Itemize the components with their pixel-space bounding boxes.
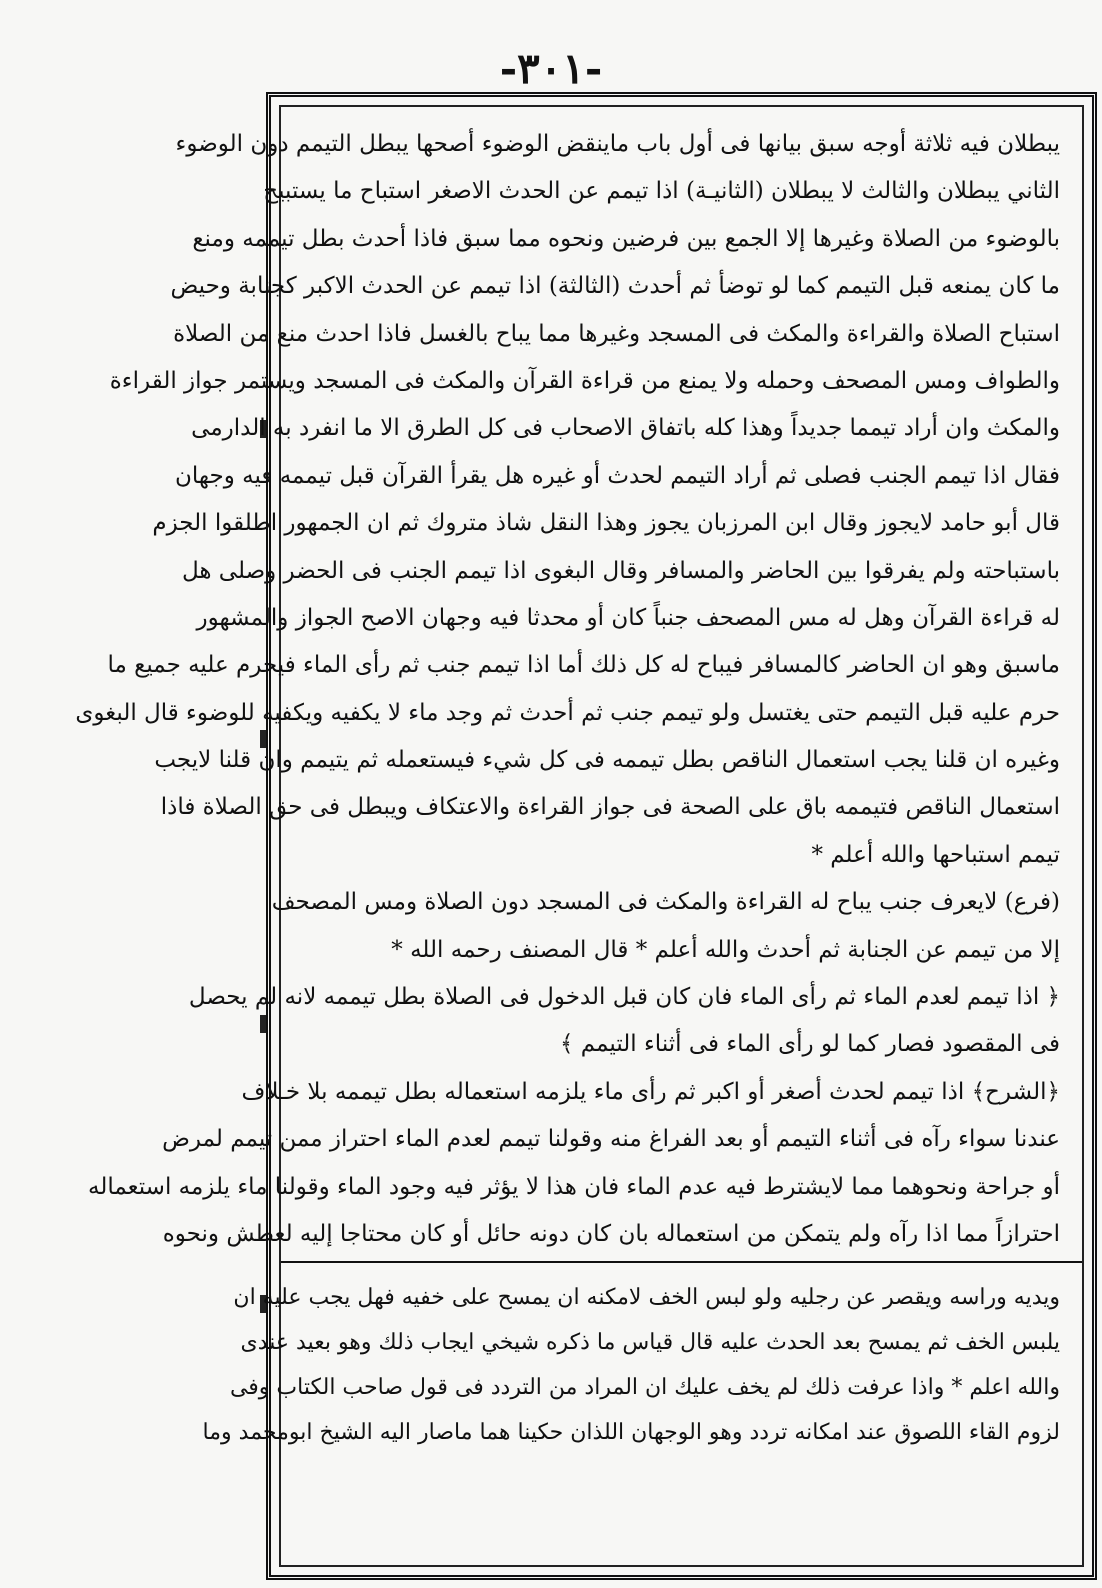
text-line: له قراءة القرآن وهل له مس المصحف جنباً كان أو محدثا فيه وجهان الاصح الجواز والمشهور [196, 604, 1060, 631]
footnote-line: ويديه وراسه ويقصر عن رجليه ولو لبس الخف لامكنه ان يمسح على خفيه فهل يجب عليه ان [233, 1285, 1060, 1310]
text-line: استعمال الناقص فتيممه باق على الصحة فى جواز القراءة والاعتكاف ويبطل فى حق الصلاة فاذا [160, 794, 1060, 821]
text-line: (فرع) لايعرف جنب يباح له القراءة والمكث فى المسجد دون الصلاة ومس المصحف [271, 889, 1060, 916]
text-line: ﴿ اذا تيمم لعدم الماء ثم رأى الماء فان كان قبل الدخول فى الصلاة بطل تيممه لانه لم يحصل [188, 984, 1060, 1011]
footnote-block [202, 1275, 1060, 1455]
text-line: تيمم استباحها والله أعلم * [811, 841, 1060, 868]
footnote-line: يلبس الخف ثم يمسح بعد الحدث عليه قال قياس ما ذكره شيخي ايجاب ذلك وهو بعيد عندى [240, 1330, 1060, 1355]
page-frame [75, 92, 1097, 1580]
text-line: حرم عليه قبل التيمم حتى يغتسل ولو تيمم جنب ثم أحدث ثم وجد ماء لا يكفيه ويكفيه للوضوء قال البغوى [75, 699, 1060, 726]
text-line: ماسبق وهو ان الحاضر كالمسافر فيباح له كل ذلك أما اذا تيمم جنب ثم رأى الماء فيحرم عليه جميع ما [107, 652, 1060, 679]
text-line: استباح الصلاة والقراءة والمكث فى المسجد وغيرها مما يباح بالغسل فاذا احدث منع من الصلاة [173, 320, 1060, 347]
text-line: وغيره ان قلنا يجب استعمال الناقص بطل تيممه فى كل شيء فيستعمله ثم يتيمم وان قلنا لايجب [154, 747, 1060, 774]
text-line: والمكث وان أراد تيمما جديداً وهذا كله باتفاق الاصحاب فى كل الطرق الا ما انفرد به الدارمى [191, 415, 1060, 442]
text-line: بالوضوء من الصلاة وغيرها إلا الجمع بين فرضين ونحوه مما سبق فاذا أحدث بطل تيممه ومنع [192, 225, 1060, 252]
text-line: ﴿الشرح﴾ اذا تيمم لحدث أصغر أو اكبر ثم رأى ماء يلزمه استعماله بطل تيممه بلا خـلاف [241, 1078, 1060, 1105]
text-line: ما كان يمنعه قبل التيمم كما لو توضأ ثم أحدث (الثالثة) اذا تيمم عن الحدث الاكبر كجنابة وحيض [170, 273, 1060, 300]
text-line: قال أبو حامد لايجوز وقال ابن المرزبان يجوز وهذا النقل شاذ متروك ثم ان الجمهور اطلقوا الجزم [152, 510, 1060, 537]
text-line: احترازاً مما اذا رآه ولم يتمكن من استعماله بان كان دونه حائل أو كان محتاجا إليه لعطش ونحوه [162, 1220, 1060, 1247]
text-line: فى المقصود فصار كما لو رأى الماء فى أثناء التيمم ﴾ [560, 1031, 1060, 1058]
footnote-line: والله اعلم * واذا عرفت ذلك لم يخف عليك ان المراد من التردد فى قول صاحب الكتاب وفى [229, 1375, 1060, 1400]
footnote-line: لزوم القاء اللصوق عند امكانه تردد وهو الوجهان اللذان حكينا هما ماصار اليه الشيخ ابومحمد وما [202, 1420, 1060, 1445]
text-line: يبطلان فيه ثلاثة أوجه سبق بيانها فى أول باب ماينقض الوضوء أصحها يبطل التيمم دون الوضوء [175, 131, 1060, 157]
text-line: باستباحته ولم يفرقوا بين الحاضر والمسافر وقال البغوى اذا تيمم الجنب فى الحضر وصلى هل [181, 557, 1060, 584]
footnote-divider [281, 1261, 1082, 1263]
main-text-block [75, 121, 1060, 1253]
text-line: أو جراحة ونحوهما مما لايشترط فيه عدم الماء فان هذا لا يؤثر فيه وجود الماء وقولنا ماء يلزمه استعماله [88, 1173, 1060, 1200]
text-line: والطواف ومس المصحف وحمله ولا يمنع من قراءة القرآن والمكث فى المسجد ويستمر جواز القراءة [109, 367, 1060, 394]
text-line: الثاني يبطلان والثالث لا يبطلان (الثانيـة) اذا تيمم عن الحدث الاصغر استباح ما يستبيح [263, 178, 1060, 205]
page-number: -٣٠١- [499, 44, 603, 93]
text-line: إلا من تيمم عن الجنابة ثم أحدث والله أعلم * قال المصنف رحمه الله * [391, 936, 1060, 963]
text-line: عندنا سواء رآه فى أثناء التيمم أو بعد الفراغ منه وقولنا تيمم لعدم الماء احتراز ممن تيمم لمرض [162, 1126, 1060, 1153]
text-line: فقال اذا تيمم الجنب فصلى ثم أراد التيمم لحدث أو غيره هل يقرأ القرآن قبل تيممه فيه وجهان [175, 462, 1060, 489]
inner-frame [75, 105, 1084, 1567]
